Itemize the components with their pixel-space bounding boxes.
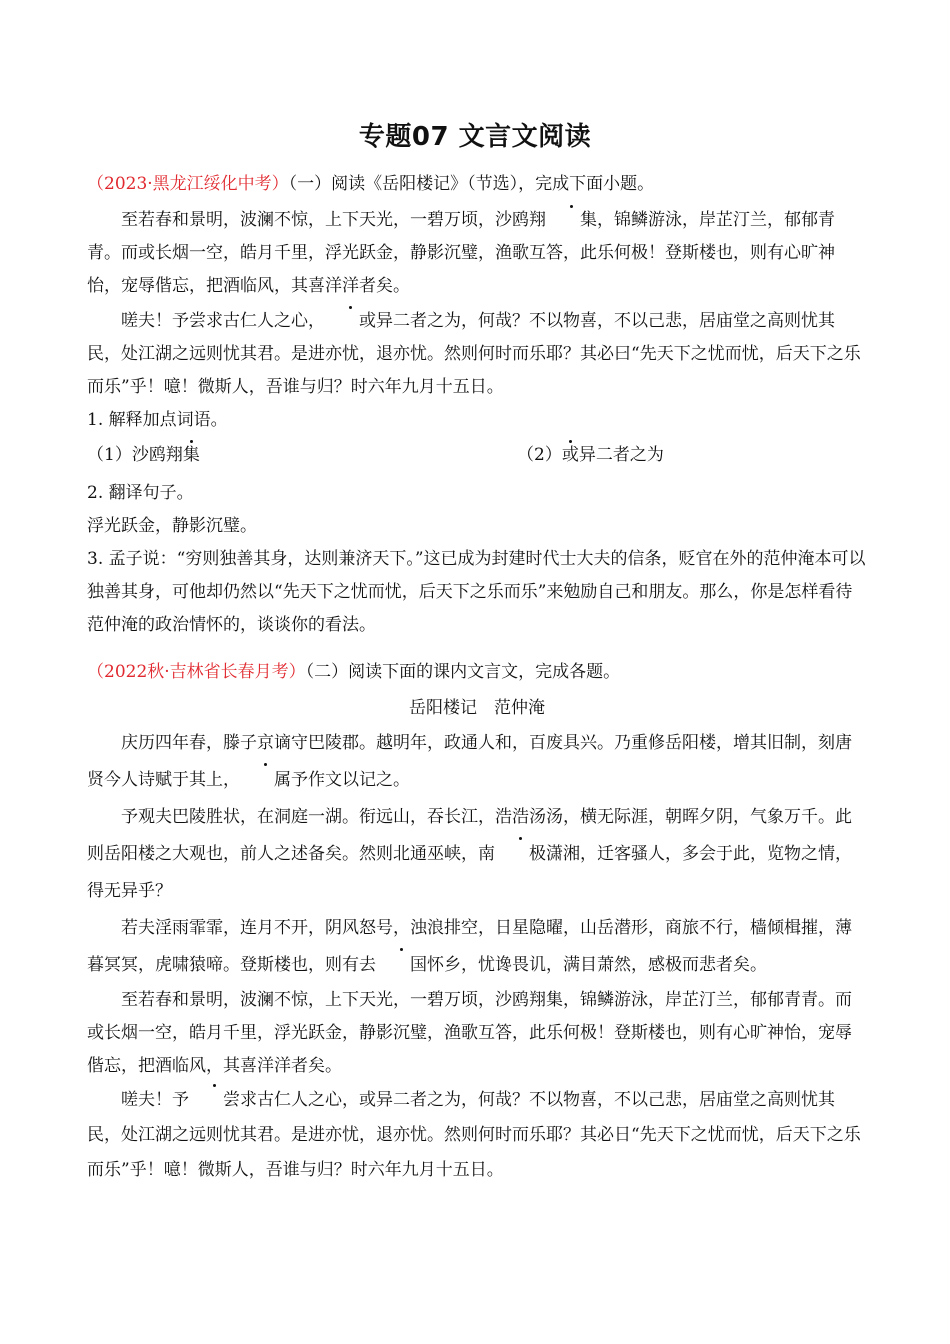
subitem-2: （2）或异二者之为 — [517, 439, 664, 472]
passage-paragraph: 庆历四年春，滕子京谪守巴陵郡。越明年，政通人和，百废具兴。乃重修岳阳楼，增其旧制，刻唐贤今人诗赋于其上， 属予作文以记之。 — [87, 725, 867, 799]
source-tag: （2023·黑龙江绥化中考） — [87, 174, 289, 194]
dotted-word: 或 — [325, 305, 376, 338]
dotted-word: 尝 — [189, 1083, 240, 1118]
section-1-header — [87, 168, 867, 201]
instruction-text: （二）阅读下面的课内文言文，完成各题。 — [305, 662, 621, 682]
question-2-text: 浮光跃金，静影沉璧。 — [87, 516, 257, 536]
dotted-word: 属 — [240, 762, 291, 799]
dotted-word: 或 — [562, 439, 579, 472]
page-title: 专题07 文言文阅读 — [358, 122, 592, 152]
passage-paragraph: 嗟夫！予 尝求古仁人之心，或异二者之为，何哉？不以物喜，不以己悲，居庙堂之高则忧其民，处江湖之远则忧其君。是进亦忧，退亦忧。然则何时而乐耶？其必日“先天下之忧而忧，后天下之乐而乐”乎！噫！微斯人，吾谁与归？时六年九月十五日。 — [87, 1083, 867, 1188]
dotted-word: 极 — [495, 836, 546, 873]
section-2-header — [87, 656, 867, 689]
section-1 — [87, 168, 867, 642]
passage-paragraph: 嗟夫！予尝求古仁人之心， 或异二者之为，何哉？不以物喜，不以己悲，居庙堂之高则忧其民，处江湖之远则忧其君。是进亦忧，退亦忧。然则何时而乐耶？其必曰“先天下之忧而忧，后天下之乐而乐”乎！噫！微斯人，吾谁与归？时六年九月十五日。 — [87, 305, 867, 404]
source-tag: （2022秋·吉林省长春月考） — [87, 662, 306, 682]
passage-paragraph: 若夫淫雨霏霏，连月不开，阴风怒号，浊浪排空，日星隐曜，山岳潜形，商旅不行，樯倾楫摧，薄暮冥冥，虎啸猿啼。登斯楼也，则有去 国怀乡，忧谗畏讥，满目萧然，感极而悲者矣。 — [87, 910, 867, 984]
passage-paragraph: 予观夫巴陵胜状，在洞庭一湖。衔远山，吞长江，浩浩汤汤，横无际涯，朝晖夕阴，气象万千。此则岳阳楼之大观也，前人之述备矣。然则北通巫峡，南 极潇湘，迁客骚人，多会于此，览物之情，得无异乎？ — [87, 807, 852, 901]
dotted-word: 国 — [376, 947, 427, 984]
dotted-word: 集 — [546, 204, 597, 237]
dotted-word: 集 — [183, 439, 200, 472]
section-2 — [87, 656, 867, 1188]
passage-paragraph: 至若春和景明，波澜不惊，上下天光，一碧万顷，沙鸥翔 集，锦鳞游泳，岸芷汀兰，郁郁青青。而或长烟一空，皓月千里，浮光跃金，静影沉璧，渔歌互答，此乐何极！登斯楼也，则有心旷神怡，宠辱偕忘，把酒临风，其喜洋洋者矣。 — [87, 204, 867, 303]
subitem-1: （1）沙鸥翔集 — [87, 439, 200, 472]
question-2: 2. 翻译句子。 — [87, 483, 194, 503]
passage-heading: 岳阳楼记 范仲淹 — [409, 698, 545, 718]
question-1: 1. 解释加点词语。 — [87, 410, 228, 430]
passage-paragraph: 至若春和景明，波澜不惊，上下天光，一碧万顷，沙鸥翔集，锦鳞游泳，岸芷汀兰，郁郁青青。而或长烟一空，皓月千里，浮光跃金，静影沉璧，渔歌互答，此乐何极！登斯楼也，则有心旷神怡，宠辱偕忘，把酒临风，其喜洋洋者矣。 — [87, 990, 852, 1076]
question-3: 3. 孟子说：“穷则独善其身，达则兼济天下。”这已成为封建时代士大夫的信条，贬官在外的范仲淹本可以独善其身，可他却仍然以“先天下之忧而忧，后天下之乐而乐”来勉励自己和朋友。那么，你是怎样看待范仲淹的政治情怀的，谈谈你的看法。 — [87, 549, 866, 635]
question-1-subitems — [87, 439, 867, 475]
instruction-text: （一）阅读《岳阳楼记》（节选），完成下面小题。 — [288, 174, 655, 194]
